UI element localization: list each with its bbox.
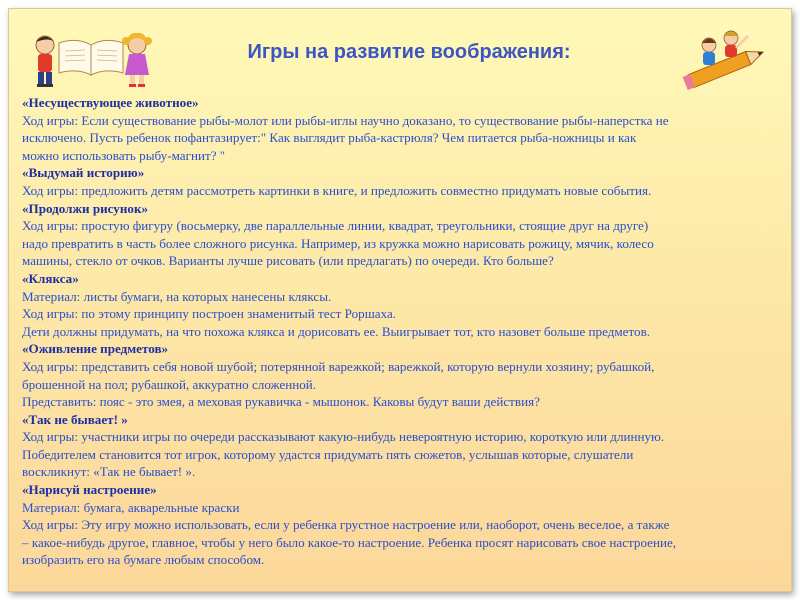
game-heading: «Несуществующее животное»	[22, 95, 199, 110]
page-title: Игры на развитие воображения:	[247, 41, 571, 63]
game-text-line: Победителем становится тот игрок, которому удастся придумать пять сюжетов, услышав которые, слушатели	[22, 446, 634, 462]
game-text-line: Ход игры: представить себя новой шубой; потерянной варежкой; варежкой, которую вернули хозяину; рубашкой,	[22, 358, 655, 374]
game-text-line: изобразить его на бумаге любым способом.	[22, 552, 265, 568]
game-text-line: Материал: листы бумаги, на которых нанесены кляксы.	[22, 288, 332, 304]
game-heading: «Оживление предметов»	[22, 341, 169, 357]
game-text-line: Ход игры: Если существование рыбы-молот или рыбы-иглы научно доказано, то существование рыбы-наперстка не	[22, 112, 669, 128]
game-heading: «Нарисуй настроение»	[22, 482, 157, 498]
game-heading: «Так не бывает! »	[22, 411, 128, 427]
game-text-line: Дети должны придумать, на что похожа клякса и дорисовать ее. Выигрывает тот, кто назовет больше предметов.	[22, 323, 651, 339]
game-text-line: Ход игры: участники игры по очереди рассказывают какую-нибудь невероятную историю, короткую или длинную.	[22, 429, 665, 445]
game-heading: «Продолжи рисунок»	[22, 200, 149, 216]
game-text-line: Материал: бумага, акварельные краски	[22, 499, 240, 515]
game-text-line: исключено. Пусть ребенок пофантазирует:" Как выглядит рыба-кастрюля? Чем питается рыба-ножницы и как	[22, 130, 637, 146]
game-text-line: Ход игры: Эту игру можно использовать, если у ребенка грустное настроение или, наоборот, очень веселое, а также	[22, 517, 670, 533]
content-card	[8, 8, 792, 592]
kids-with-book-icon	[25, 23, 157, 93]
game-text-line: можно использовать рыбу-магнит? "	[22, 147, 226, 163]
game-text-line: Ход игры: простую фигуру (восьмерку, две параллельные линии, квадрат, треугольники, стоящие друг на друге)	[22, 218, 649, 234]
game-heading: «Выдумай историю»	[22, 165, 145, 181]
game-text-line: брошенной на пол; рубашкой, аккуратно сложенной.	[22, 376, 317, 392]
kids-on-pencil-icon	[673, 25, 773, 93]
game-text-line: машины, стекло от очков. Варианты лучше рисовать (или предлагать) по очереди. Кто больше?	[22, 253, 554, 269]
game-text-line: надо превратить в часть более сложного рисунка. Например, из кружка можно нарисовать рожицу, мячик, колесо	[22, 235, 654, 251]
game-text-line: воскликнут: «Так не бывает! ».	[22, 464, 196, 480]
game-text-line: Представить: пояс - это змея, а меховая рукавичка - мышонок. Каковы будут ваши действия?	[22, 394, 540, 410]
game-text-line: Ход игры: по этому принципу построен знаменитый тест Роршаха.	[22, 306, 397, 322]
game-text-line: – какое-нибудь другое, главное, чтобы у него было какое-то настроение. Ребенка просят нарисовать свое настроение,	[22, 534, 677, 550]
games-list	[22, 94, 790, 569]
game-text-line: Ход игры: предложить детям рассмотреть картинки в книге, и предложить совместно придумать новые события.	[22, 182, 652, 198]
game-heading: «Клякса»	[22, 270, 79, 286]
